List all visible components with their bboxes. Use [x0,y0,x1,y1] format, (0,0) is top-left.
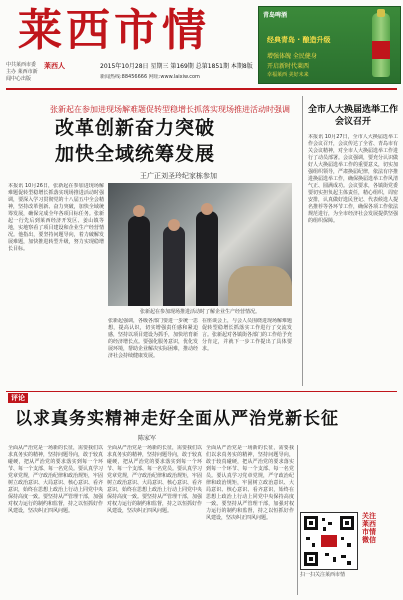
lead-body-col3: 在座谈会上，与会人员围绕进现场解难题促转型稳增长抓落实工作进行了交流发言。张新起对各镇街各部门的工作给予充分肯定，并就下一步工作提出了具体要求。 [202,318,292,352]
contact-line: 新闻热线:88456666 网址:www.laixiw.com [100,74,200,80]
commentary-body-col2: 全面从严治党是一场新的长征，需要我们以求真务实的精神，坚持问题导向，敢于较真碰硬，把从严治党的要求落实到每一个环节、每一个支部、每一名党员。要认真学习党章党规，严守政治纪律和政治规矩，牢固树立政治意识、大局意识、核心意识、看齐意识，始终在思想上政治上行动上同党中央保持高度一致。要坚持从严管理干部，加强对权力运行的制约和监督，持之以恒抓好作风建设，坚决纠正四风问题。 [107,445,202,514]
lead-headline-line1: 改革创新奋力突破 [55,117,216,139]
lead-headline-line2: 加快全域统筹发展 [55,143,216,165]
commentary-headline: 以求真务实精神走好全面从严治党新长征 [15,409,339,429]
qr-side-text: 关注莱西市情微信 [362,512,376,544]
ad-slogan1: 增强体魄 全民健身 [267,53,317,60]
lead-byline: 王广正刘圣玲纪家栋参加 [140,172,217,180]
column-divider [302,96,303,386]
masthead-rule [6,88,397,90]
ad-slogan2: 开启新时代莱西 [267,63,310,70]
masthead-logo: 莱西人 [44,62,65,70]
bottle-label-icon [372,41,390,59]
lead-body-col1: 本报讯 10月26日，张新起在参加进现场解难题促转型稳增长抓落实现场推进活动时强调，要深入学习贯彻党的十八届五中全会精神，坚持改革创新、奋力突破，加快全域统筹发展，确保完成全年各项目标任务。张新起一行先后到莱西经济开发区、姜山镇等地，实地察看了项目建设和企业生产经营情况。他指出，要坚持问题导向，着力破解发展难题，加快推进转型升级，努力实现稳增长目标。 [8,183,104,252]
beer-advertisement [258,6,401,84]
ad-slogan3: 幸福莱西 美好未来 [267,72,309,78]
lead-photo [108,183,292,306]
commentary-body-col1: 全面从严治党是一场新的长征，需要我们以求真务实的精神，坚持问题导向，敢于较真碰硬，把从严治党的要求落实到每一个环节、每一个支部、每一名党员。要认真学习党章党规，严守政治纪律和政治规矩，牢固树立政治意识、大局意识、核心意识、看齐意识，始终在思想上政治上行动上同党中央保持高度一致。要坚持从严管理干部，加强对权力运行的制约和监督，持之以恒抓好作风建设，坚决纠正四风问题。 [8,445,103,514]
qr-code-icon[interactable] [300,512,358,570]
bottle-cap-icon [377,9,385,17]
ad-line1: 经典青岛 · 酿造升级 [267,36,331,44]
issue-line: 2015年10月28日 星期三 第169期 总第1851期 本期8版 [100,63,253,70]
commentary-author: 陈家军 [138,435,157,442]
lead-kicker: 张新起在参加进现场解难题促转型稳增长抓落实现场推进活动时强调 [50,105,290,114]
column-divider-bottom [297,445,298,595]
commentary-section-bar [6,391,397,406]
sidebar-headline: 全市人大换届选举工作会议召开 [308,105,399,127]
masthead-left-info: 中共莱西市委主办 莱西市新闻中心出版 [6,62,38,82]
commentary-tag: 评论 [8,393,28,403]
sidebar-body: 本报讯 10月27日，全市人大换届选举工作会议召开，会议传达了全省、青岛市有关会议精神，对全市人大换届选举工作进行了动员部署。会议强调，要充分认识做好人大换届选举工作的重要意义，切实加强组织领导，严肃换届纪律，依法有序推进换届选举工作，确保换届选举工作风清气正、圆满成功。会议要求，各镇街党委要切实担负起主体责任，精心组织，周密安排，认真做好选民登记、代表候选人提名推荐等各环节工作，确保各项工作依法规范进行，为全市经济社会发展提供坚强的组织保障。 [308,134,398,224]
lead-body-col2: 张新起强调，各级各部门要进一步统一思想，提高认识，切实增强责任感和紧迫感，坚持以项目建设为抓手，加快培育新的经济增长点。要强化服务意识，优化发展环境，帮助企业解决实际困难，推动经济社会持续健康发展。 [108,318,198,359]
masthead-title: 莱西市情 [18,5,210,56]
qr-caption: 扫一扫关注莱西市情 [300,572,346,578]
ad-brand: 青岛啤酒 [263,12,288,19]
photo-caption: 张新起在参加现场推进活动时了解企业生产经营情况。 [139,309,260,315]
commentary-body-col3: 全面从严治党是一场新的长征，需要我们以求真务实的精神，坚持问题导向，敢于较真碰硬，把从严治党的要求落实到每一个环节、每一个支部、每一名党员。要认真学习党章党规，严守政治纪律和政治规矩，牢固树立政治意识、大局意识、核心意识、看齐意识，始终在思想上政治上行动上同党中央保持高度一致。要坚持从严管理干部，加强对权力运行的制约和监督，持之以恒抓好作风建设，坚决纠正四风问题。 [206,445,294,521]
